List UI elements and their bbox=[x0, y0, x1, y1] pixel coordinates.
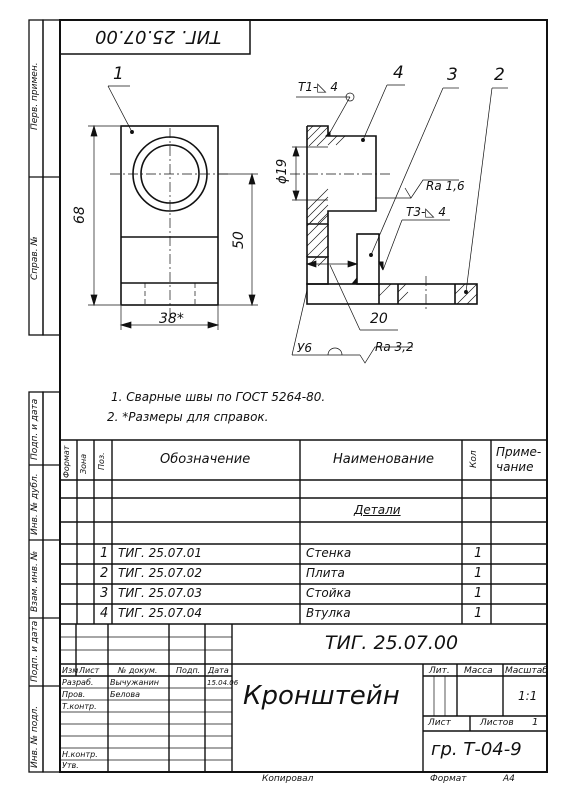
col-data: Дата bbox=[208, 666, 229, 675]
side-label-inv-dubl: Инв. № дубл. bbox=[30, 473, 40, 535]
view-wall bbox=[121, 126, 218, 305]
spec-row-designation: ТИГ. 25.07.03 bbox=[118, 586, 203, 600]
spec-row-pos: 4 bbox=[100, 606, 109, 621]
doc-number: ТИГ. 25.07.00 bbox=[325, 632, 459, 654]
view-wall-centerlines bbox=[110, 128, 230, 318]
dim-19-label: ϕ19 bbox=[275, 158, 290, 184]
spec-row-designation: ТИГ. 25.07.04 bbox=[118, 606, 203, 620]
side-label-vzam-inv: Взам. инв. № bbox=[30, 550, 40, 612]
view-section-hatch bbox=[307, 126, 477, 304]
side-label-sprav-no: Справ. № bbox=[30, 236, 40, 280]
note-1: 1. Сварные швы по ГОСТ 5264-80. bbox=[111, 390, 326, 404]
callout-4: 4 bbox=[393, 63, 404, 83]
kopiroval-label: Копировал bbox=[262, 774, 314, 784]
scale-value: 1:1 bbox=[518, 689, 538, 703]
note-2: 2. *Размеры для справок. bbox=[107, 410, 269, 424]
ra32-label: Ra 3,2 bbox=[375, 340, 414, 354]
side-label-podp-data-2: Подп. и дата bbox=[30, 620, 40, 682]
format-value: А4 bbox=[503, 774, 515, 784]
weld-t3-leader bbox=[383, 220, 450, 270]
dim-38-label: 38* bbox=[159, 311, 184, 327]
callout-3: 3 bbox=[447, 65, 458, 85]
spec-row-name: Втулка bbox=[306, 606, 351, 620]
dim-50-label: 50 bbox=[231, 231, 247, 249]
listov-label: Листов bbox=[480, 718, 514, 728]
side-label-podp-data-1: Подп. и дата bbox=[30, 398, 40, 460]
top-stamp-text: ТИГ. 25.07.00 bbox=[95, 26, 222, 47]
lit-header: Лит. bbox=[429, 666, 450, 676]
spec-header-note-1: Приме- bbox=[496, 445, 542, 459]
spec-section-title: Детали bbox=[354, 503, 401, 517]
spec-row-qty: 1 bbox=[474, 586, 483, 601]
side-label-inv-podl: Инв. № подл. bbox=[30, 705, 40, 768]
col-docnum: № докум. bbox=[118, 666, 158, 675]
col-podp: Подп. bbox=[176, 666, 201, 675]
row-prov: Пров. bbox=[62, 690, 86, 699]
row-nkontr: Н.контр. bbox=[62, 750, 98, 759]
spec-row-qty: 1 bbox=[474, 566, 483, 581]
razrab-date: 15.04.06 bbox=[207, 679, 239, 687]
dim-68-label: 68 bbox=[72, 206, 88, 224]
group-code: гр. Т-04-9 bbox=[431, 739, 522, 760]
callout-2: 2 bbox=[494, 65, 505, 85]
spec-row-pos: 3 bbox=[100, 586, 109, 601]
row-razrab: Разраб. bbox=[62, 678, 94, 687]
dim-20-label: 20 bbox=[370, 311, 388, 327]
listov-value: 1 bbox=[532, 717, 539, 728]
massa-header: Масса bbox=[464, 666, 493, 676]
spec-row-pos: 2 bbox=[100, 566, 109, 581]
spec-header-pos: Поз. bbox=[97, 452, 106, 470]
weld-t3-label: Т3-◺ 4 bbox=[406, 205, 446, 219]
spec-row-pos: 1 bbox=[100, 546, 109, 561]
spec-header-designation: Обозначение bbox=[160, 452, 251, 467]
format-label: Формат bbox=[430, 774, 467, 784]
weld-marks bbox=[326, 132, 383, 284]
spec-row-designation: ТИГ. 25.07.02 bbox=[118, 566, 203, 580]
dim-68-lines bbox=[88, 126, 120, 305]
col-list: Лист bbox=[79, 666, 100, 675]
spec-row-name: Плита bbox=[306, 566, 345, 580]
spec-row-name: Стенка bbox=[306, 546, 352, 560]
spec-header-qty: Кол bbox=[469, 450, 479, 468]
prov-name: Белова bbox=[110, 690, 141, 699]
row-utv: Утв. bbox=[62, 761, 79, 770]
spec-row-name: Стойка bbox=[306, 586, 352, 600]
view-section bbox=[307, 126, 477, 304]
ra16-label: Ra 1,6 bbox=[426, 179, 465, 193]
drawing-title: Кронштейн bbox=[243, 681, 400, 711]
callout-1: 1 bbox=[113, 64, 124, 84]
dim-19-lines bbox=[292, 147, 328, 200]
masshtab-header: Масштаб bbox=[505, 666, 548, 676]
side-label-perv-primen: Перв. примен. bbox=[30, 62, 40, 130]
weld-t1-label: Т1-◺ 4 bbox=[298, 80, 338, 94]
spec-row-qty: 1 bbox=[474, 606, 483, 621]
spec-row-qty: 1 bbox=[474, 546, 483, 561]
row-tkontr: Т.контр. bbox=[62, 702, 97, 711]
col-izm: Изм bbox=[62, 666, 79, 675]
spec-header-zone: Зона bbox=[79, 453, 88, 474]
spec-header-format: Формат bbox=[62, 445, 71, 478]
list-label: Лист bbox=[428, 718, 451, 728]
u6-label: У6 bbox=[297, 341, 312, 355]
weld-t1-leader bbox=[296, 93, 354, 136]
spec-header-note-2: чание bbox=[496, 460, 534, 474]
spec-row-designation: ТИГ. 25.07.01 bbox=[118, 546, 203, 560]
razrab-name: Вычужанин bbox=[110, 678, 160, 687]
spec-header-name: Наименование bbox=[333, 452, 435, 467]
